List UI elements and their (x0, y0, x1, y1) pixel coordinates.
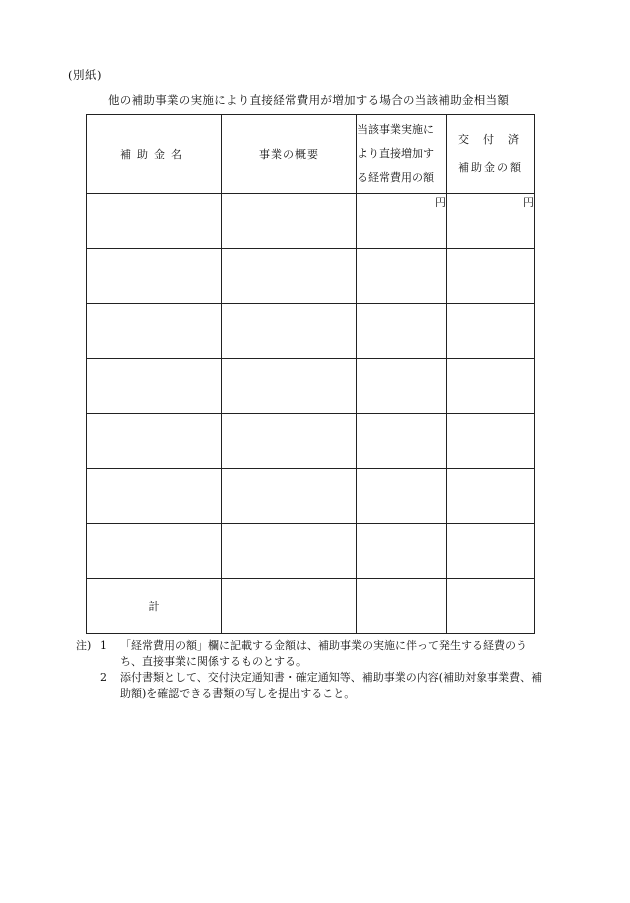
cell-project-summary[interactable] (222, 414, 357, 469)
cell-increased-cost[interactable] (357, 524, 447, 579)
cell-granted-amount[interactable] (447, 469, 535, 524)
cell-granted-amount[interactable]: 円 (447, 194, 535, 249)
header-project-summary: 事業の概要 (222, 115, 357, 194)
table-row (87, 359, 535, 414)
table-row (87, 414, 535, 469)
cell-project-summary[interactable] (222, 249, 357, 304)
header-cost-line: 当該事業実施に (357, 123, 434, 136)
cell-total-granted-amount[interactable] (447, 579, 535, 634)
cell-increased-cost[interactable] (357, 249, 447, 304)
cell-granted-amount[interactable] (447, 524, 535, 579)
note-item (76, 670, 546, 702)
table-header-row (87, 115, 535, 194)
table-row (87, 249, 535, 304)
note-text: 添付書類として、交付決定通知書・確定通知等、補助事業の内容(補助対象事業費、補助額)を確認できる書類の写しを提出すること。 (120, 671, 543, 700)
note-number: 1 (100, 639, 107, 652)
cell-total-summary[interactable] (222, 579, 357, 634)
total-label: 計 (87, 579, 222, 634)
header-cost-line: より直接増加す (357, 147, 434, 160)
document-title: 他の補助事業の実施により直接経常費用が増加する場合の当該補助金相当額 (108, 93, 510, 107)
table-row (87, 194, 535, 249)
cell-granted-amount[interactable] (447, 304, 535, 359)
note-number: 2 (100, 671, 107, 684)
cell-grant-name[interactable] (87, 249, 222, 304)
header-grant-name: 補助金名 (87, 115, 222, 194)
notes-section (76, 638, 546, 702)
table-row (87, 524, 535, 579)
cell-grant-name[interactable] (87, 469, 222, 524)
cell-grant-name[interactable] (87, 194, 222, 249)
cell-grant-name[interactable] (87, 304, 222, 359)
note-item (76, 638, 546, 670)
cell-increased-cost[interactable] (357, 469, 447, 524)
table-total-row (87, 579, 535, 634)
table-row (87, 304, 535, 359)
cell-project-summary[interactable] (222, 304, 357, 359)
cell-granted-amount[interactable] (447, 359, 535, 414)
cell-total-increased-cost[interactable] (357, 579, 447, 634)
page-label: (別紙) (68, 68, 102, 82)
header-grant-line: 交付済 (458, 133, 533, 146)
header-grant-line: 補助金の額 (458, 161, 523, 174)
header-cost-line: る経常費用の額 (357, 171, 434, 184)
header-increased-cost (357, 115, 447, 194)
cell-project-summary[interactable] (222, 359, 357, 414)
table-row (87, 469, 535, 524)
cell-granted-amount[interactable] (447, 414, 535, 469)
cell-project-summary[interactable] (222, 469, 357, 524)
header-granted-amount (447, 115, 535, 194)
grant-table (86, 114, 535, 634)
cell-granted-amount[interactable] (447, 249, 535, 304)
cell-grant-name[interactable] (87, 414, 222, 469)
note-text: 「経常費用の額」欄に記載する金額は、補助事業の実施に伴って発生する経費のうち、直接事業に関係するものとする。 (120, 639, 527, 668)
cell-increased-cost[interactable]: 円 (357, 194, 447, 249)
cell-increased-cost[interactable] (357, 414, 447, 469)
cell-increased-cost[interactable] (357, 304, 447, 359)
cell-grant-name[interactable] (87, 359, 222, 414)
cell-grant-name[interactable] (87, 524, 222, 579)
cell-project-summary[interactable] (222, 194, 357, 249)
notes-heading: 注) (76, 639, 92, 652)
cell-project-summary[interactable] (222, 524, 357, 579)
cell-increased-cost[interactable] (357, 359, 447, 414)
